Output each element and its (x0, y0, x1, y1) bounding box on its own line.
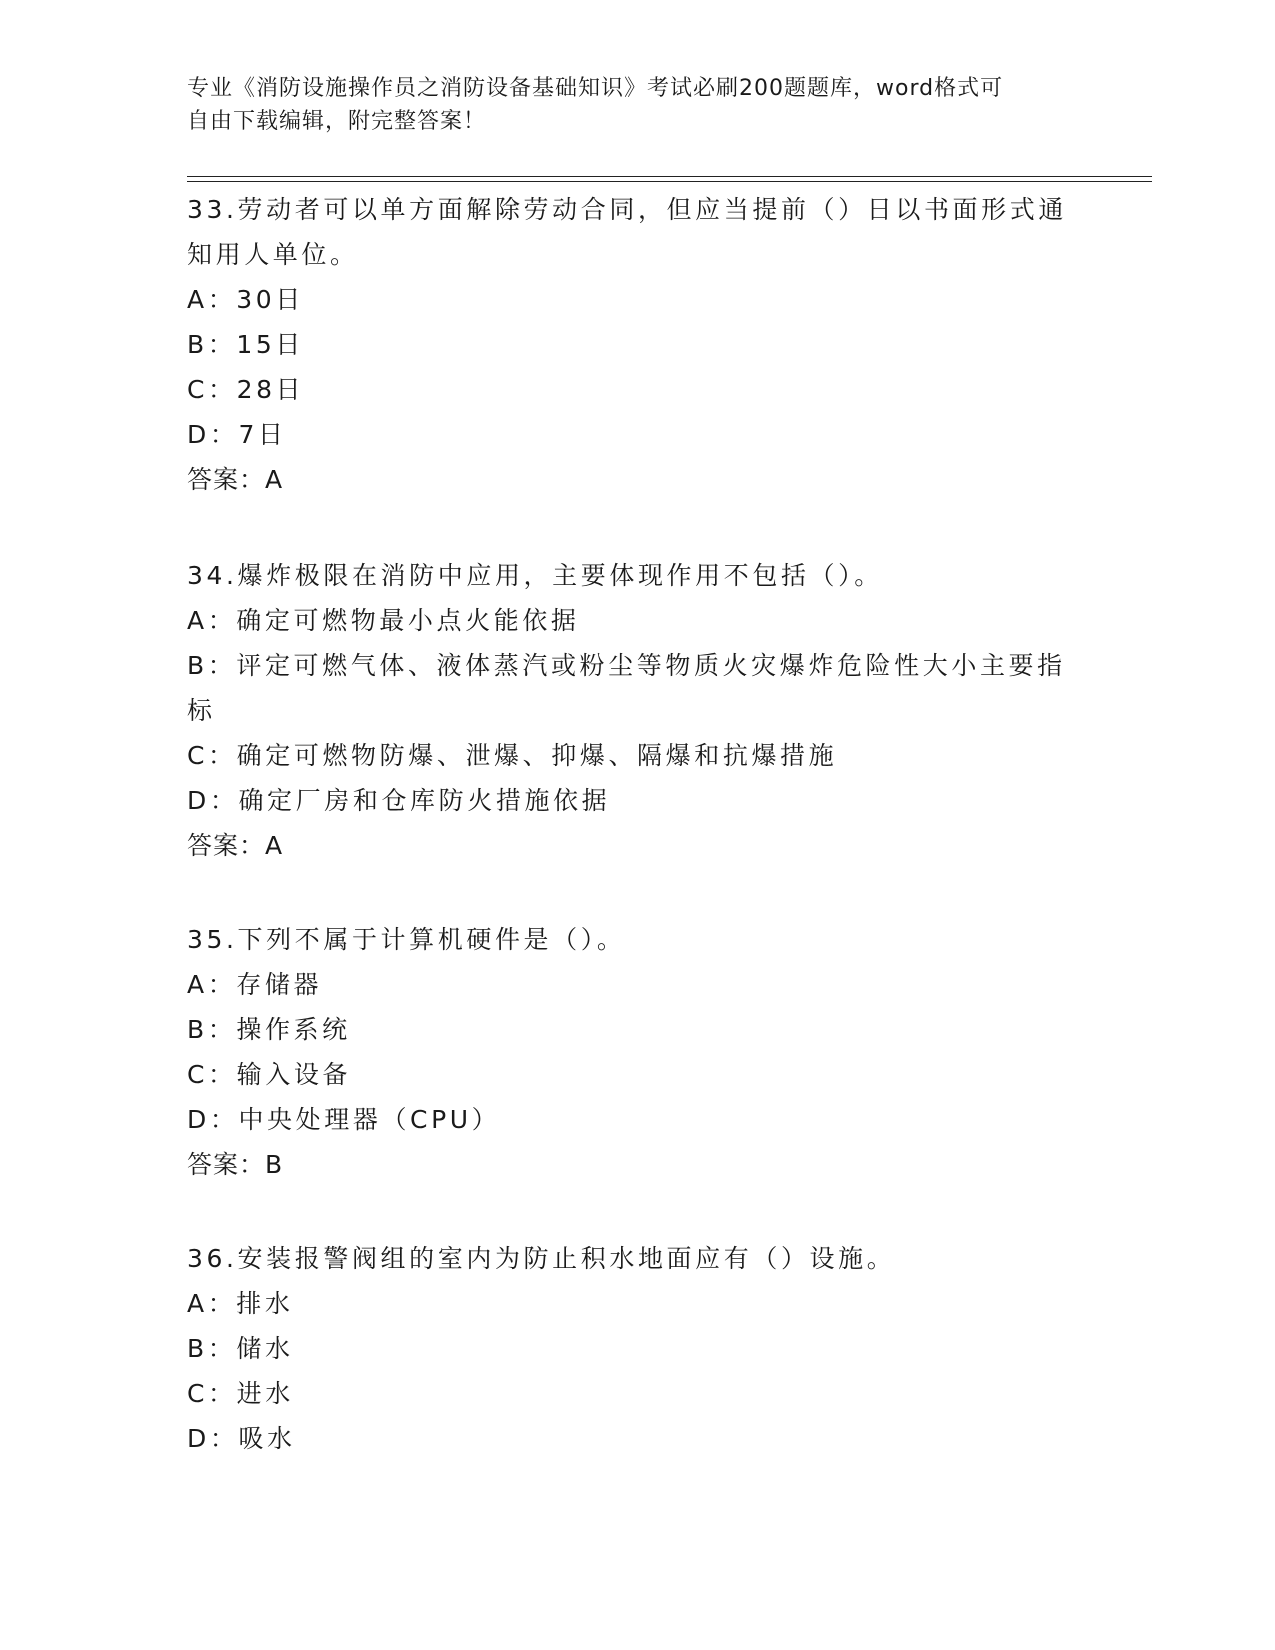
question-stem-line: 34.爆炸极限在消防中应用，主要体现作用不包括（）。 (187, 561, 883, 590)
header-divider-bottom (187, 181, 1152, 182)
question-stem-line: 知用人单位。 (187, 240, 359, 269)
question-36 (187, 1236, 1087, 1461)
option-a: A：存储器 (187, 970, 323, 999)
option-c: C：输入设备 (187, 1060, 352, 1089)
option-d: D：7日 (187, 420, 287, 449)
option-c: C：进水 (187, 1379, 294, 1408)
header-divider-top (187, 176, 1152, 177)
option-d: D：中央处理器（CPU） (187, 1105, 501, 1134)
question-stem-line: 36.安装报警阀组的室内为防止积水地面应有（）设施。 (187, 1244, 896, 1273)
question-34 (187, 553, 1087, 868)
document-header (187, 72, 1087, 138)
answer-line: 答案：A (187, 831, 284, 860)
answer-line: 答案：A (187, 465, 284, 494)
option-b: B：评定可燃气体、液体蒸汽或粉尘等物质火灾爆炸危险性大小主要指 (187, 651, 1066, 680)
option-b: B：储水 (187, 1334, 294, 1363)
question-stem-line: 33.劳动者可以单方面解除劳动合同，但应当提前（）日以书面形式通 (187, 195, 1067, 224)
option-b: B：15日 (187, 330, 304, 359)
option-c: C：确定可燃物防爆、泄爆、抑爆、隔爆和抗爆措施 (187, 741, 838, 770)
option-a: A：30日 (187, 285, 304, 314)
header-line-2: 自由下载编辑，附完整答案！ (187, 109, 487, 134)
option-a: A：确定可燃物最小点火能依据 (187, 606, 580, 635)
question-33 (187, 187, 1087, 502)
answer-line: 答案：B (187, 1150, 284, 1179)
question-stem-line: 35.下列不属于计算机硬件是（）。 (187, 925, 626, 954)
header-line-1: 专业《消防设施操作员之消防设备基础知识》考试必刷200题题库，word格式可 (187, 76, 1004, 101)
option-c: C：28日 (187, 375, 305, 404)
question-35 (187, 917, 1087, 1187)
option-a: A：排水 (187, 1289, 294, 1318)
option-b: B：操作系统 (187, 1015, 351, 1044)
option-b-continued: 标 (187, 696, 216, 725)
option-d: D：确定厂房和仓库防火措施依据 (187, 786, 611, 815)
option-d: D：吸水 (187, 1424, 296, 1453)
